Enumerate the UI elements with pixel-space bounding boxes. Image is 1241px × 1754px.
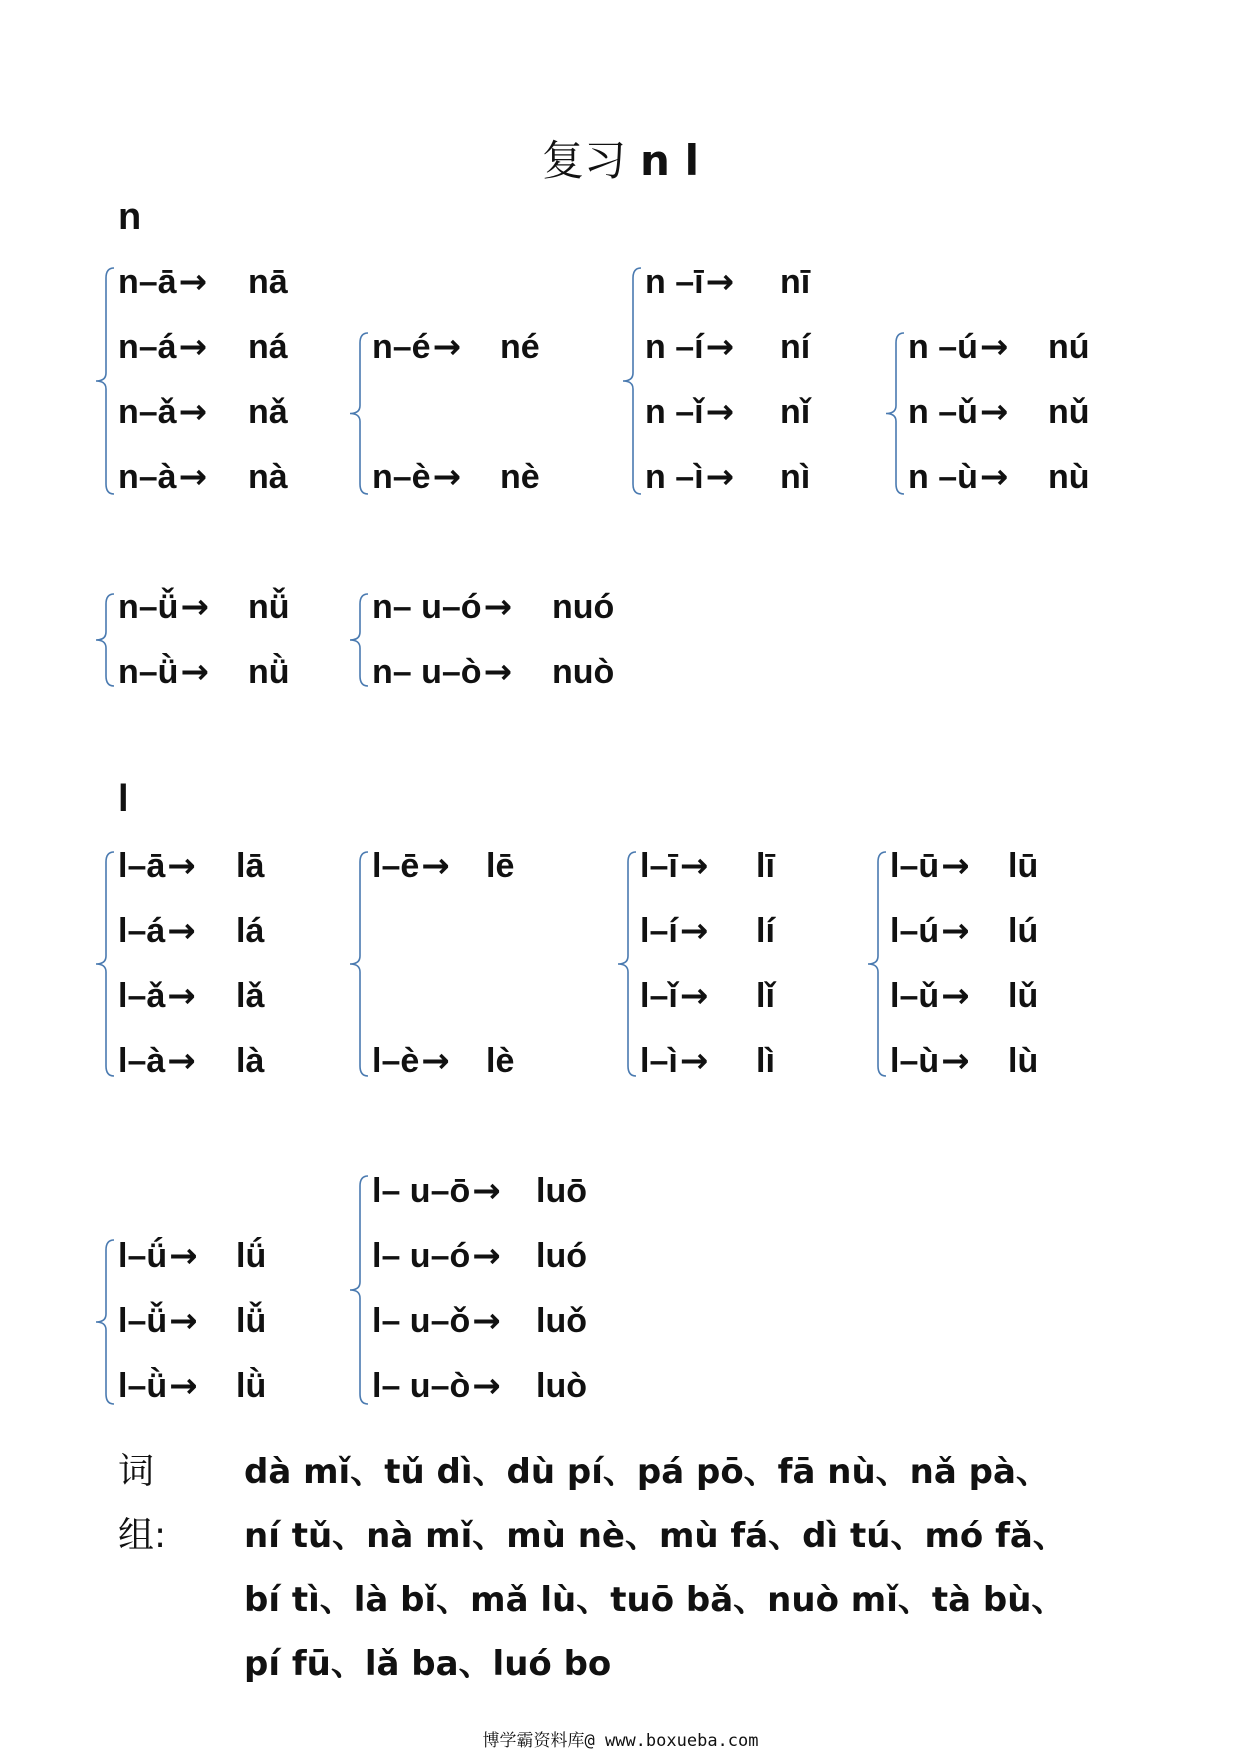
- group-brace: [342, 592, 372, 688]
- brace-stroke: [96, 594, 114, 686]
- group-brace: [615, 266, 645, 496]
- syllable-result: lú: [1008, 912, 1039, 950]
- syllable-parts: l–ú: [890, 912, 940, 950]
- syllable-result: lǐ: [756, 977, 775, 1015]
- word-line: pí fū、lǎ ba、luó bo: [244, 1644, 612, 1684]
- syllable-parts: l–ǜ: [118, 1367, 168, 1405]
- arrow-icon: →: [180, 587, 209, 627]
- arrow-icon: →: [705, 327, 735, 367]
- brace-stroke: [350, 1176, 368, 1404]
- syllable-parts: n–à: [118, 458, 177, 496]
- brace-stroke: [96, 852, 114, 1076]
- syllable-result: lá: [236, 912, 265, 950]
- syllable-parts: l–í: [640, 912, 678, 950]
- syllable-parts: l– u–ō: [372, 1172, 471, 1210]
- syllable-result: lù: [1008, 1042, 1039, 1080]
- arrow-icon: →: [679, 846, 709, 886]
- syllable-parts: l–è: [372, 1042, 420, 1080]
- arrow-icon: →: [180, 652, 209, 692]
- syllable-parts: n –ì: [645, 458, 704, 496]
- group-brace: [88, 266, 118, 496]
- group-brace: [878, 331, 908, 496]
- arrow-icon: →: [979, 392, 1009, 432]
- syllable-parts: n–ǚ: [118, 588, 179, 626]
- syllable-result: luō: [536, 1172, 587, 1210]
- syllable-parts: l–ù: [890, 1042, 940, 1080]
- syllable-result: lǘ: [236, 1237, 267, 1275]
- syllable-result: lí: [756, 912, 775, 950]
- syllable-result: nè: [500, 458, 540, 496]
- syllable-result: là: [236, 1042, 265, 1080]
- arrow-icon: →: [432, 327, 462, 367]
- section-l-heading: l: [118, 778, 129, 820]
- syllable-result: ní: [780, 328, 811, 366]
- arrow-icon: →: [421, 846, 450, 886]
- syllable-parts: n–è: [372, 458, 431, 496]
- arrow-icon: →: [167, 1041, 196, 1081]
- arrow-icon: →: [178, 262, 208, 302]
- syllable-result: lū: [1008, 847, 1039, 885]
- footer-source: 博学霸资料库@ www.boxueba.com: [482, 1731, 759, 1751]
- syllable-result: lǜ: [236, 1367, 267, 1405]
- syllable-parts: l–ǚ: [118, 1302, 168, 1340]
- syllable-parts: l–ē: [372, 847, 420, 885]
- arrow-icon: →: [169, 1236, 198, 1276]
- brace-stroke: [350, 333, 368, 494]
- arrow-icon: →: [472, 1366, 501, 1406]
- syllable-parts: l– u–ó: [372, 1237, 471, 1275]
- syllable-parts: l–ǎ: [118, 977, 166, 1015]
- arrow-icon: →: [679, 1041, 709, 1081]
- arrow-icon: →: [178, 392, 208, 432]
- syllable-result: nǎ: [248, 393, 288, 431]
- arrow-icon: →: [941, 1041, 970, 1081]
- brace-stroke: [96, 268, 114, 494]
- syllable-parts: l– u–ò: [372, 1367, 471, 1405]
- brace-stroke: [623, 268, 641, 494]
- arrow-icon: →: [941, 976, 970, 1016]
- group-brace: [342, 331, 372, 496]
- arrow-icon: →: [169, 1301, 198, 1341]
- arrow-icon: →: [679, 976, 709, 1016]
- arrow-icon: →: [167, 976, 196, 1016]
- syllable-result: nǔ: [1048, 393, 1090, 431]
- title-letters: n l: [640, 136, 699, 185]
- group-brace: [342, 1174, 372, 1406]
- word-line: bí tì、là bǐ、mǎ lù、tuō bǎ、nuò mǐ、tà bù、: [244, 1580, 1066, 1620]
- syllable-result: ná: [248, 328, 288, 366]
- syllable-result: nā: [248, 263, 288, 301]
- syllable-parts: l–ā: [118, 847, 166, 885]
- syllable-parts: l–ǔ: [890, 977, 940, 1015]
- brace-stroke: [350, 594, 368, 686]
- syllable-parts: n –ù: [908, 458, 978, 496]
- syllable-parts: l–ī: [640, 847, 678, 885]
- syllable-parts: n–é: [372, 328, 431, 366]
- title-main: 复习: [542, 136, 627, 185]
- syllable-result: lè: [486, 1042, 515, 1080]
- syllable-result: nú: [1048, 328, 1090, 366]
- brace-stroke: [350, 852, 368, 1076]
- syllable-parts: n–á: [118, 328, 177, 366]
- syllable-result: lǔ: [1008, 977, 1039, 1015]
- arrow-icon: →: [483, 652, 513, 692]
- syllable-parts: n –í: [645, 328, 704, 366]
- syllable-parts: n– u–ò: [372, 653, 482, 691]
- syllable-parts: l–ì: [640, 1042, 678, 1080]
- arrow-icon: →: [169, 1366, 198, 1406]
- syllable-result: nù: [1048, 458, 1090, 496]
- section-n-heading: n: [118, 196, 142, 238]
- arrow-icon: →: [472, 1171, 501, 1211]
- syllable-result: luó: [536, 1237, 587, 1275]
- syllable-parts: n–ā: [118, 263, 177, 301]
- syllable-result: nuò: [552, 653, 615, 691]
- syllable-result: nuó: [552, 588, 615, 626]
- syllable-result: nǚ: [248, 588, 290, 626]
- brace-stroke: [96, 1240, 114, 1404]
- syllable-result: luǒ: [536, 1302, 587, 1340]
- syllable-parts: n–ǜ: [118, 653, 179, 691]
- syllable-result: lī: [756, 847, 775, 885]
- group-brace: [88, 850, 118, 1078]
- syllable-result: nǜ: [248, 653, 290, 691]
- syllable-result: né: [500, 328, 540, 366]
- syllable-parts: n –ú: [908, 328, 978, 366]
- group-brace: [88, 592, 118, 688]
- arrow-icon: →: [472, 1301, 501, 1341]
- arrow-icon: →: [167, 911, 196, 951]
- arrow-icon: →: [705, 262, 735, 302]
- arrow-icon: →: [167, 846, 196, 886]
- word-groups-label: 词组:: [118, 1451, 167, 1556]
- brace-stroke: [618, 852, 636, 1076]
- syllable-parts: l–ū: [890, 847, 940, 885]
- arrow-icon: →: [979, 327, 1009, 367]
- arrow-icon: →: [941, 911, 970, 951]
- group-brace: [342, 850, 372, 1078]
- arrow-icon: →: [941, 846, 970, 886]
- word-line: dà mǐ、tǔ dì、dù pí、pá pō、fā nù、nǎ pà、: [244, 1452, 1050, 1492]
- syllable-result: lā: [236, 847, 265, 885]
- arrow-icon: →: [679, 911, 709, 951]
- brace-stroke: [868, 852, 886, 1076]
- group-brace: [88, 1238, 118, 1406]
- syllable-parts: l–á: [118, 912, 166, 950]
- syllable-result: nì: [780, 458, 811, 496]
- syllable-result: nǐ: [780, 393, 811, 431]
- arrow-icon: →: [705, 457, 735, 497]
- syllable-parts: n –ǔ: [908, 393, 978, 431]
- syllable-parts: l– u–ǒ: [372, 1302, 471, 1340]
- group-brace: [860, 850, 890, 1078]
- arrow-icon: →: [472, 1236, 501, 1276]
- syllable-parts: l–ǘ: [118, 1237, 168, 1275]
- arrow-icon: →: [178, 457, 208, 497]
- arrow-icon: →: [705, 392, 735, 432]
- arrow-icon: →: [432, 457, 462, 497]
- arrow-icon: →: [421, 1041, 450, 1081]
- syllable-result: luò: [536, 1367, 587, 1405]
- syllable-parts: n –ǐ: [645, 393, 704, 431]
- syllable-parts: n– u–ó: [372, 588, 482, 626]
- group-brace: [610, 850, 640, 1078]
- syllable-result: lǚ: [236, 1302, 267, 1340]
- syllable-parts: n–ǎ: [118, 393, 177, 431]
- word-line: ní tǔ、nà mǐ、mù nè、mù fá、dì tú、mó fǎ、: [244, 1516, 1067, 1556]
- arrow-icon: →: [483, 587, 513, 627]
- arrow-icon: →: [979, 457, 1009, 497]
- syllable-result: lì: [756, 1042, 775, 1080]
- arrow-icon: →: [178, 327, 208, 367]
- syllable-parts: l–à: [118, 1042, 166, 1080]
- syllable-result: nà: [248, 458, 288, 496]
- syllable-result: lē: [486, 847, 515, 885]
- syllable-result: lǎ: [236, 977, 265, 1015]
- brace-stroke: [886, 333, 904, 494]
- syllable-parts: l–ǐ: [640, 977, 678, 1015]
- syllable-parts: n –ī: [645, 263, 704, 301]
- syllable-result: nī: [780, 263, 811, 301]
- page-title: [0, 128, 1241, 188]
